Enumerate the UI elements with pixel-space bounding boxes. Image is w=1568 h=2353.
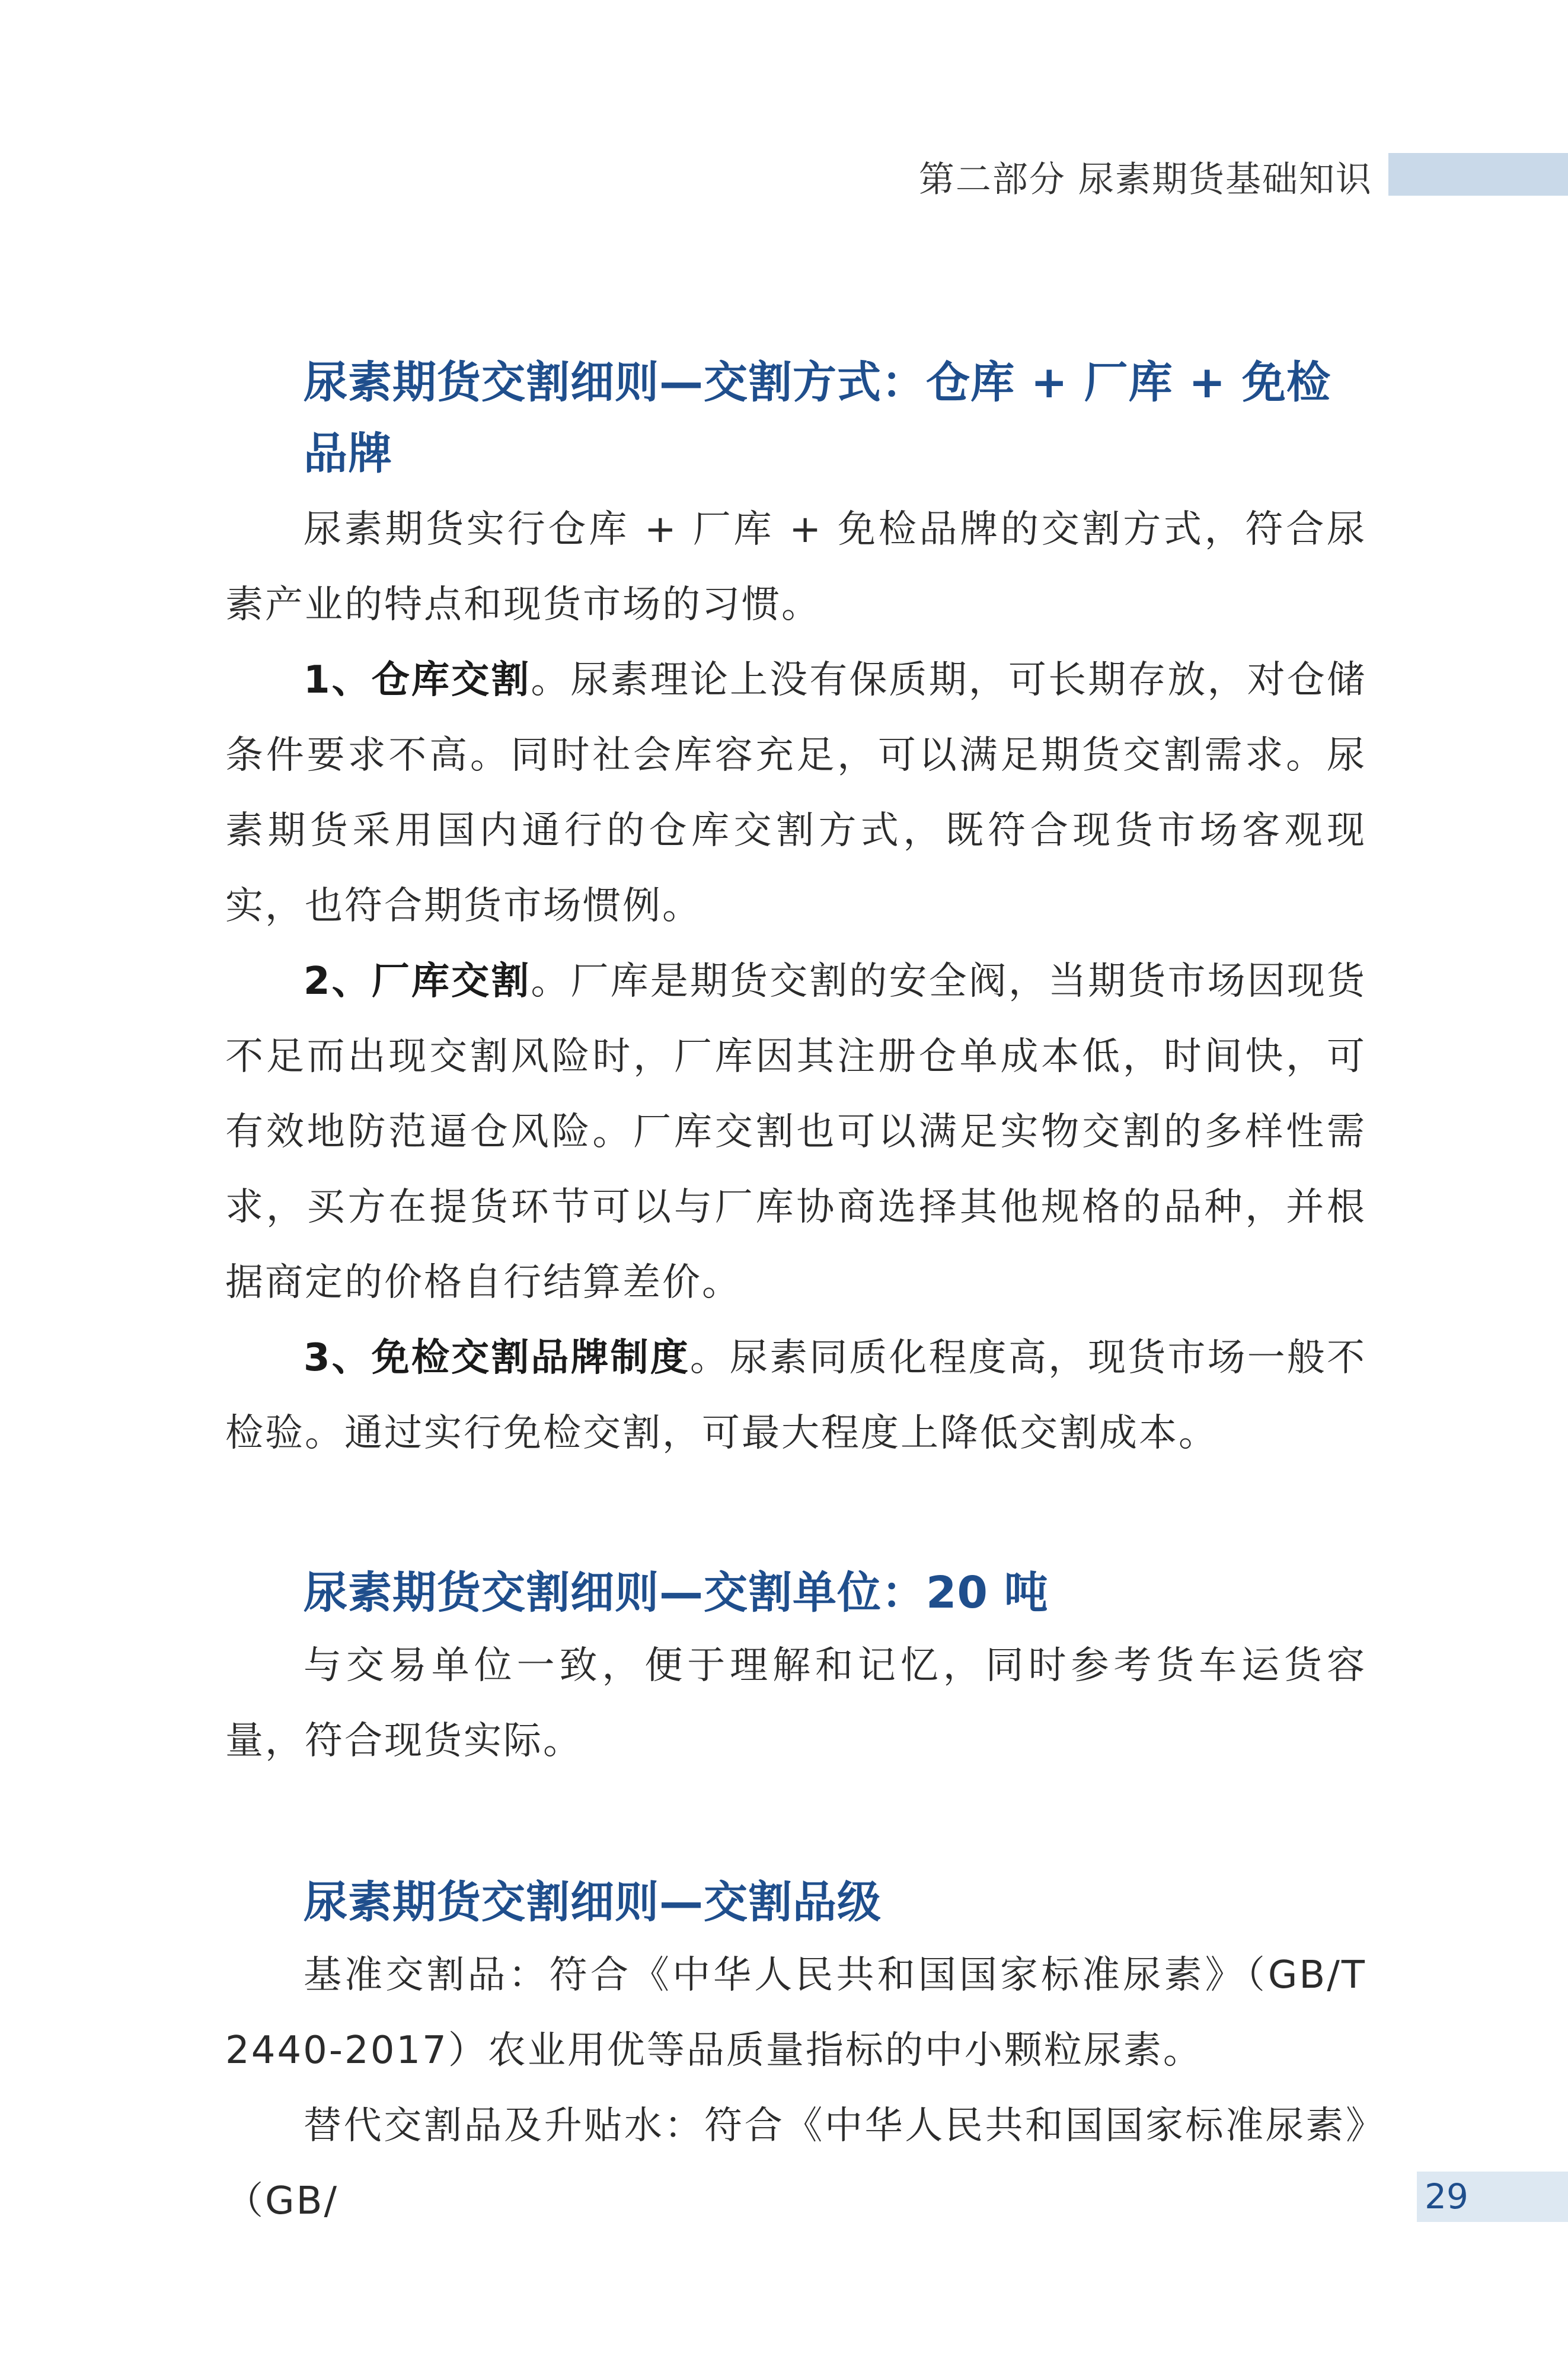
- paragraph: 尿素期货实行仓库 + 厂库 + 免检品牌的交割方式，符合尿素产业的特点和现货市场的习惯。: [225, 508, 1366, 627]
- item-text: 。厂库是期货交割的安全阀，当期货市场因现货不足而出现交割风险时，厂库因其注册仓单成本低，时间快，可有效地防范逼仓风险。厂库交割也可以满足实物交割的多样性需求，买方在提货环节可以与厂库协商选择其他规格的品种，并根据商定的价格自行结算差价。: [225, 959, 1367, 1305]
- paragraph-warehouse: [225, 643, 1366, 944]
- item-title: 1、仓库交割: [304, 658, 531, 702]
- section-delivery-grade: [225, 1867, 1366, 2239]
- item-title: 2、厂库交割: [304, 959, 531, 1003]
- paragraph: 与交易单位一致，便于理解和记忆，同时参考货车运货容量，符合现货实际。: [225, 1644, 1366, 1763]
- paragraph-brand: [225, 1321, 1366, 1471]
- section-delivery-unit: [225, 1557, 1366, 1779]
- item-text: 。尿素同质化程度高，现货市场一般不检验。通过实行免检交割，可最大程度上降低交割成本。: [225, 1336, 1367, 1455]
- paragraph: 基准交割品：符合《中华人民共和国国家标准尿素》（GB/T 2440-2017）农业用优等品质量指标的中小颗粒尿素。: [225, 1953, 1366, 2073]
- paragraph: 替代交割品及升贴水：符合《中华人民共和国国家标准尿素》（GB/: [225, 2104, 1366, 2223]
- paragraph-factory: [225, 944, 1366, 1321]
- page-content: [225, 347, 1366, 2239]
- item-text: 。尿素理论上没有保质期，可长期存放，对仓储条件要求不高。同时社会库容充足，可以满足期货交割需求。尿素期货采用国内通行的仓库交割方式，既符合现货市场客观现实，也符合期货市场惯例。: [225, 658, 1367, 928]
- page-number: 29: [1425, 2176, 1468, 2217]
- section-delivery-method: [225, 347, 1366, 1471]
- section-heading: 尿素期货交割细则—交割方式：仓库 + 厂库 + 免检品牌: [304, 357, 1331, 479]
- running-header: 第二部分 尿素期货基础知识: [918, 159, 1372, 200]
- section-heading: 尿素期货交割细则—交割单位：20 吨: [304, 1567, 1049, 1618]
- item-title: 3、免检交割品牌制度: [304, 1336, 690, 1380]
- header-accent-bar: [1388, 153, 1568, 196]
- section-heading: 尿素期货交割细则—交割品级: [304, 1877, 882, 1928]
